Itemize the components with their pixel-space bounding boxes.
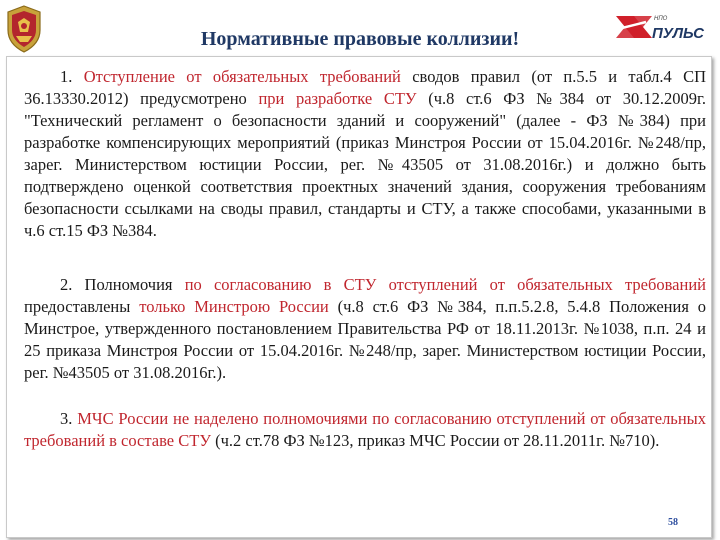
paragraph-text: (ч.8 ст.6 ФЗ №384 от 30.12.2009г. "Технический регламент о безопасности зданий и сооружений" (далее - ФЗ №384) при разработке компенсирующих мероприятий (приказ Минстроя России от 15.04.2016г. №248/пр, зарег. Министерством юстиции России, рег. №43505 от 31.08.2016г.) и должно быть подтверждено оценкой соответствия проектных значений здания, сооружения требованиям безопасности ссылками на своды правил, стандарты и СТУ, а также способами, указанными в ч.6 ст.15 ФЗ №384. — [24, 89, 706, 240]
highlighted-text: Отступление от обязательных требований — [83, 67, 401, 86]
paragraph-1 — [24, 66, 706, 242]
paragraph-text: предоставлены — [24, 297, 140, 316]
highlighted-text: только Минстрою России — [139, 297, 329, 316]
svg-text:ПУЛЬС: ПУЛЬС — [652, 25, 704, 42]
page-title: Нормативные правовые коллизии! — [200, 28, 520, 50]
highlighted-text: при разработке СТУ — [258, 89, 417, 108]
paragraph-text: (ч.8 ст.6 ФЗ №384, п.п.5.2.8, 5.4.8 Положения о Минстрое, утвержденного постановлением Правительства РФ от 18.11.2013г. №1038, п.п. 24 и 25 приказа Минстроя России от 15.04.2016г. №248/пр, зарег. Министерством юстиции России, рег. №43505 от 31.08.2016г.). — [24, 297, 706, 382]
svg-text:НПО: НПО — [654, 16, 668, 22]
paragraph-3 — [24, 408, 706, 452]
highlighted-text: МЧС России не наделено полномочиями по согласованию отступлений от обязательных требований в составе СТУ — [24, 409, 706, 450]
paragraph-text: 2. Полномочия — [60, 275, 185, 294]
paragraph-text: сводов правил (от п.5.5 и табл.4 СП 36.13330.2012) предусмотрено — [24, 67, 706, 108]
highlighted-text: по согласованию в СТУ отступлений от обязательных требований — [184, 275, 706, 294]
paragraph-2 — [24, 274, 706, 384]
paragraph-text: 1. — [60, 67, 84, 86]
paragraph-text: 3. — [60, 409, 78, 428]
puls-logo-icon — [612, 8, 712, 48]
page-number: 58 — [668, 517, 678, 528]
paragraph-text: (ч.2 ст.78 ФЗ №123, приказ МЧС России от 28.11.2011г. №710). — [211, 431, 660, 450]
